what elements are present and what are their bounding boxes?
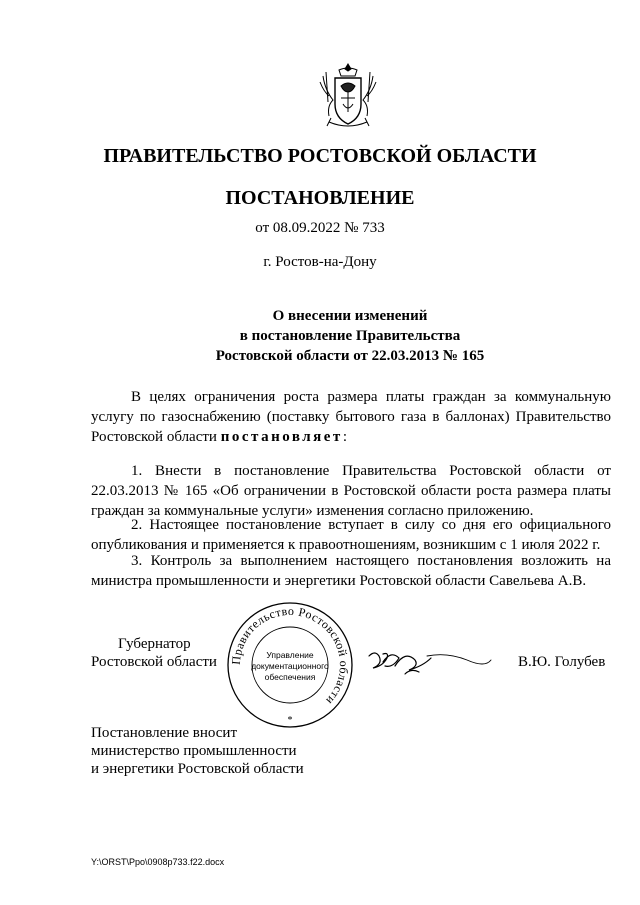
introducer-line: Постановление вносит xyxy=(91,725,238,741)
stamp-star: * xyxy=(287,715,293,726)
stamp-inner-line: Управление xyxy=(266,650,314,660)
signatory-title: Губернатор xyxy=(118,636,191,652)
organization-title: ПРАВИТЕЛЬСТВО РОСТОВСКОЙ ОБЛАСТИ xyxy=(103,145,537,167)
subject-line: Ростовской области от 22.03.2013 № 165 xyxy=(215,348,485,364)
intro-text: В целях ограничения роста размера платы граждан за коммунальную услугу по газоснабжению (поставку бытового газа в баллонах) Правительство Ростовской области xyxy=(91,389,611,445)
document-subject xyxy=(0,306,640,366)
document-type-title: ПОСТАНОВЛЕНИЕ xyxy=(225,187,415,209)
stamp-inner-line: документационного xyxy=(251,661,329,671)
file-path-footer: Y:\ORST\Ppo\0908p733.f22.docx xyxy=(91,857,225,867)
document-date-number: от 08.09.2022 № 733 xyxy=(255,220,385,236)
signatory-name: В.Ю. Голубев xyxy=(518,654,606,670)
subject-line: в постановление Правительства xyxy=(239,328,461,344)
introducer-line: и энергетики Ростовской области xyxy=(91,761,304,777)
introducing-ministry xyxy=(91,724,304,778)
decree-keyword: постановляет xyxy=(220,429,343,445)
handwritten-signature xyxy=(365,642,495,684)
decree-item-2: 2. Настоящее постановление вступает в силу со дня его официального опубликования и применяется к правоотношениям, возникшим с 1 июля 2022 г. xyxy=(91,517,611,553)
subject-line: О внесении изменений xyxy=(272,308,428,324)
intro-paragraph xyxy=(91,387,611,447)
official-stamp xyxy=(225,600,355,730)
introducer-line: министерство промышленности xyxy=(91,743,297,759)
stamp-ring-text: Правительство Ростовской области xyxy=(228,603,352,708)
intro-colon: : xyxy=(342,429,347,445)
signatory-region: Ростовской области xyxy=(91,654,217,670)
stamp-inner-line: обеспечения xyxy=(264,672,316,682)
decree-item-1: 1. Внести в постановление Правительства Ростовской области от 22.03.2013 № 165 «Об ограничении в Ростовской области роста размера платы граждан за коммунальные услуги» изменения согласно приложению. xyxy=(91,463,611,519)
decree-item-3: 3. Контроль за выполнением настоящего постановления возложить на министра промышленности и энергетики Ростовской области Савельева А.В. xyxy=(91,553,611,589)
document-city: г. Ростов-на-Дону xyxy=(263,254,377,270)
coat-of-arms-emblem xyxy=(317,60,379,130)
